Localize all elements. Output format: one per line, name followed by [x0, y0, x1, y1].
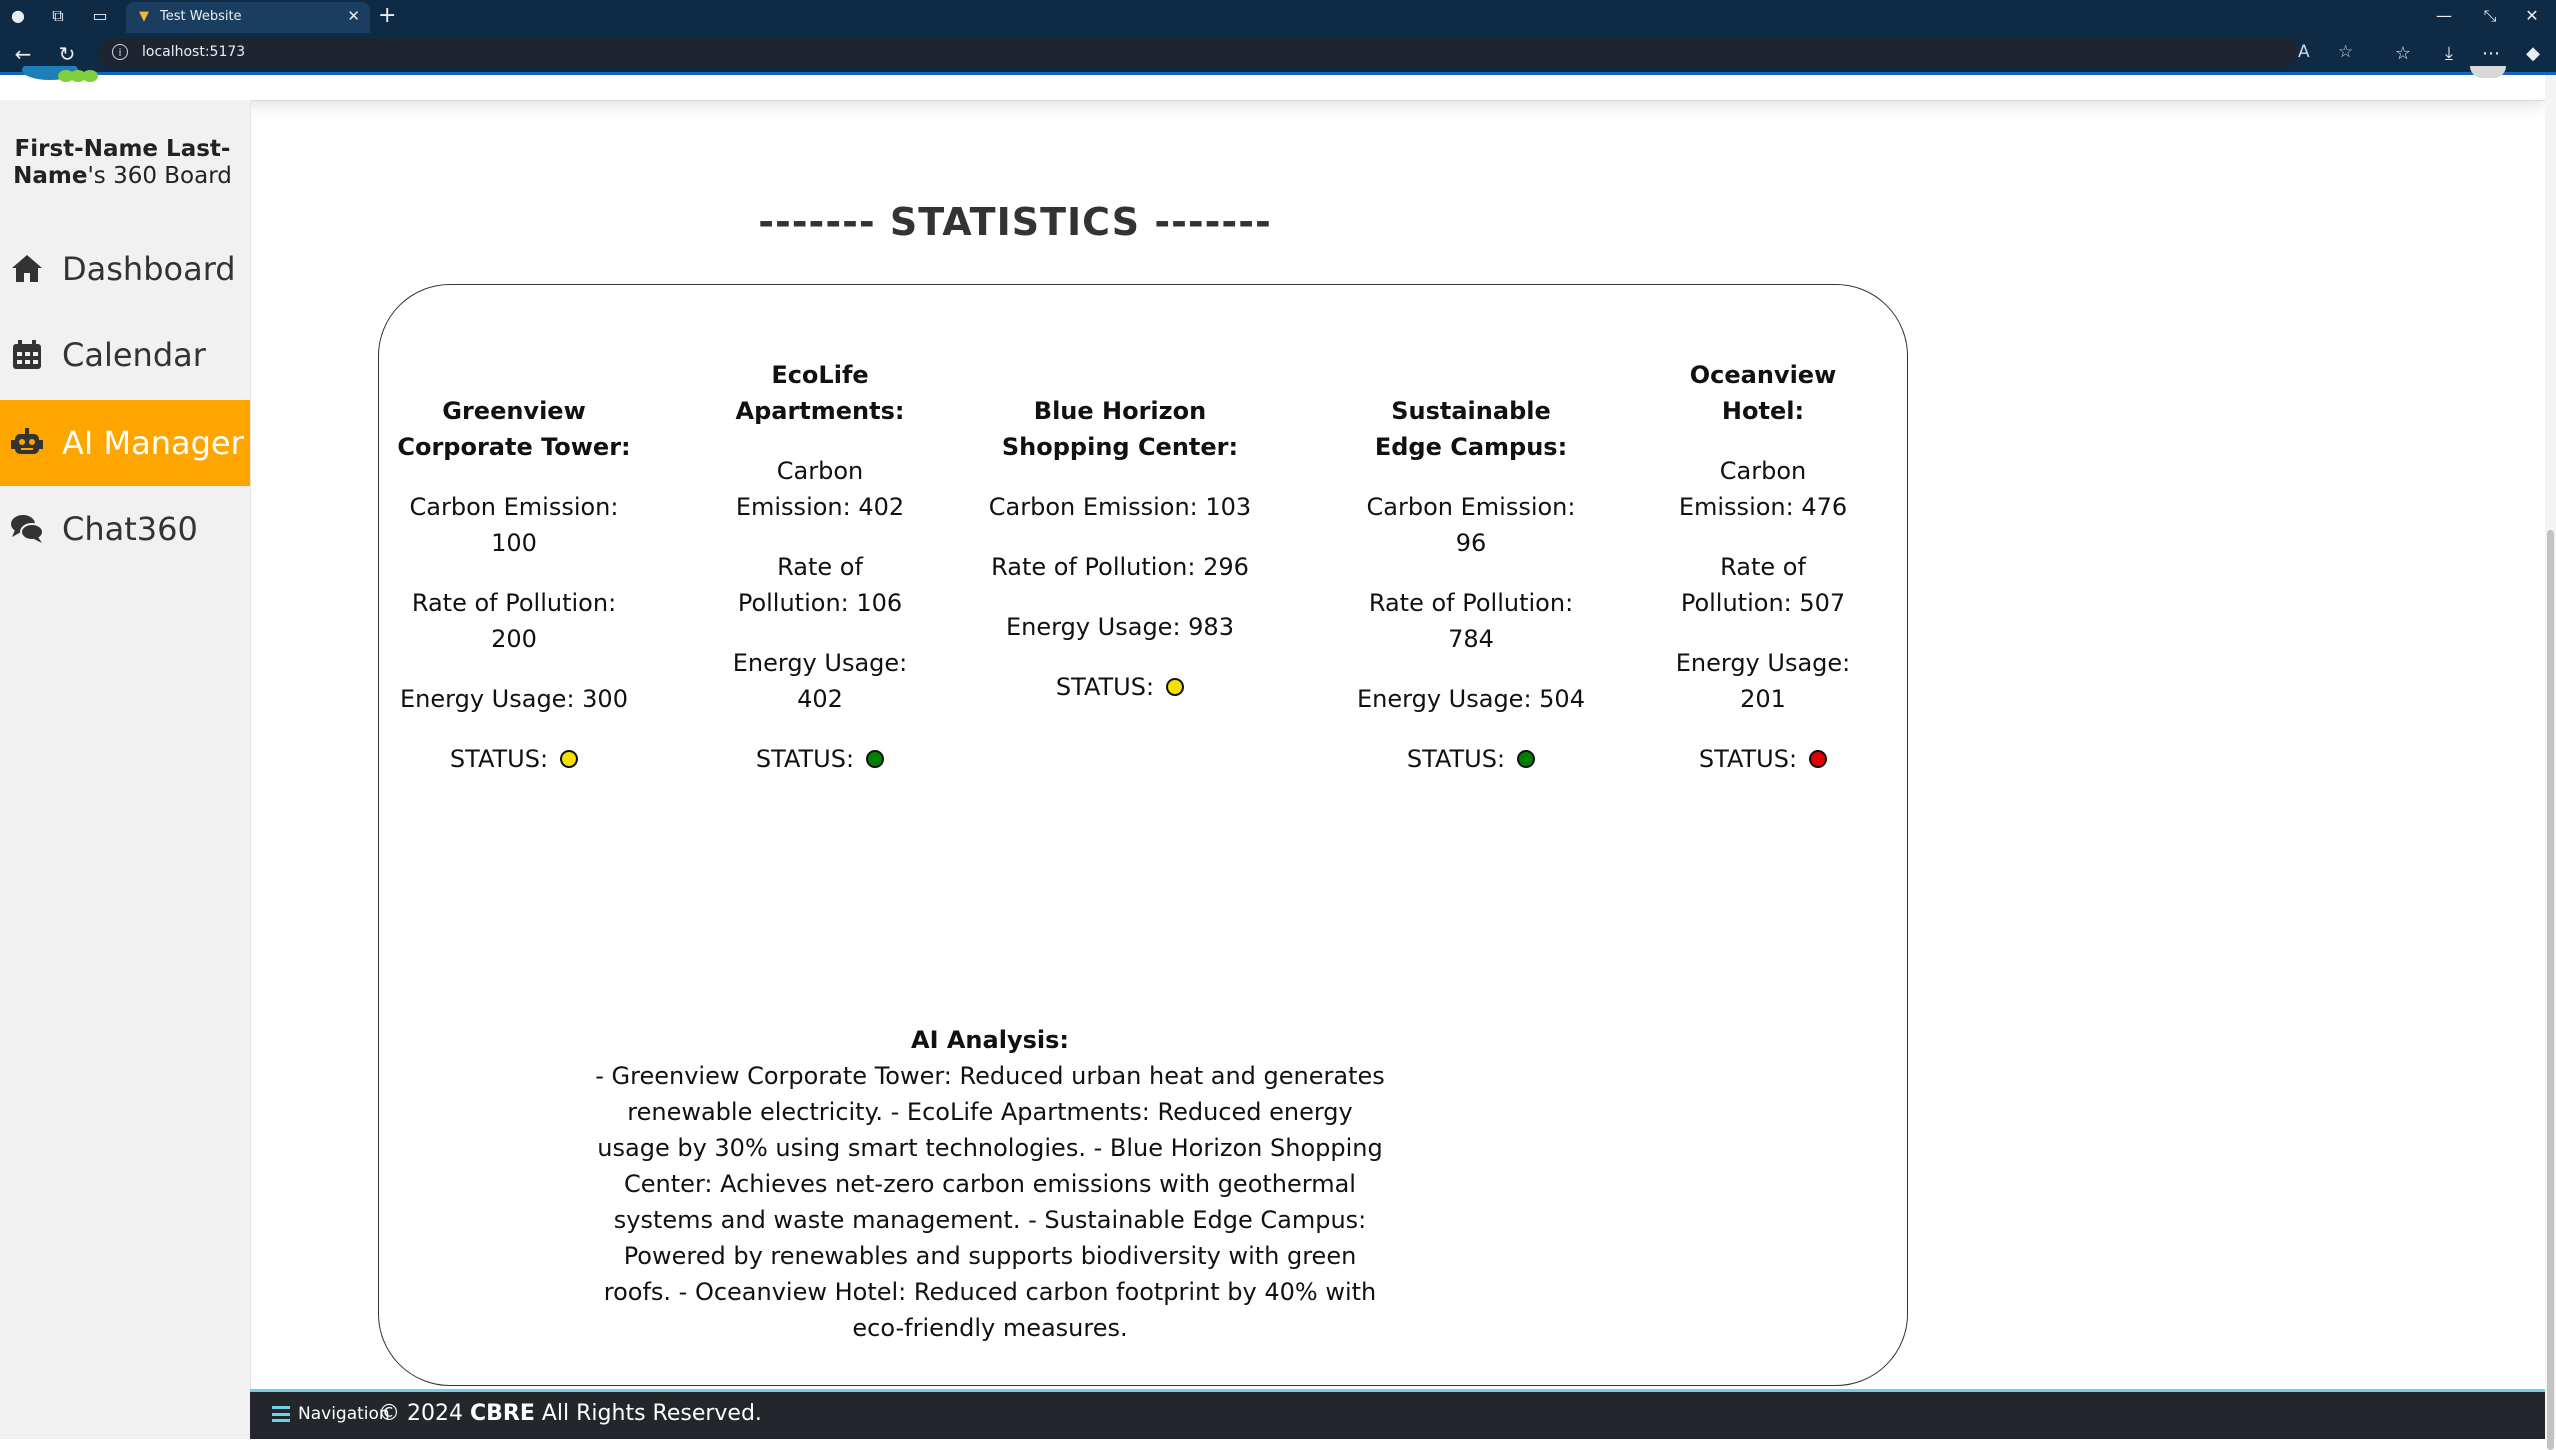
rate-of-pollution: Rate of Pollution: 784 — [1368, 589, 1574, 653]
building-name: Oceanview Hotel: — [1689, 361, 1837, 425]
logo-icon — [20, 66, 105, 86]
browser-tab-strip — [0, 0, 2556, 33]
ai-analysis-title: AI Analysis: — [911, 1026, 1069, 1054]
status-label: STATUS: — [1055, 673, 1155, 701]
status-indicator — [1407, 741, 1535, 777]
workspaces-icon[interactable]: ⧉ — [52, 6, 64, 25]
status-dot — [1166, 678, 1184, 696]
building-card-sustainable-edge — [1355, 393, 1587, 777]
sidebar-item-calendar[interactable] — [0, 312, 250, 398]
tab-close-icon[interactable]: ✕ — [347, 7, 360, 25]
energy-usage: Energy Usage: 402 — [732, 649, 908, 713]
read-aloud-icon[interactable]: A — [2298, 42, 2310, 62]
tab-actions-icon[interactable]: ▭ — [92, 6, 108, 25]
carbon-emission: Carbon Emission: 103 — [988, 493, 1252, 521]
energy-usage: Energy Usage: 983 — [1006, 613, 1234, 641]
ai-analysis-text: - Greenview Corporate Tower: Reduced urban heat and generates renewable electricity. - EcoLife Apartments: Reduced energy usage by 30% using smart technologies. - Blue Horizon Shopping Center: Achieves net-zero carbon emissions with geothermal systems and waste management. - Sustainable Edge Campus: Powered by renewables and supports biodiversity with green roofs. - Oceanview Hotel: Reduced carbon footprint by 40% with eco-friendly measures. — [595, 1062, 1385, 1342]
status-dot — [560, 750, 578, 768]
favorites-icon[interactable]: ☆ — [2394, 43, 2412, 64]
copyright-suffix: All Rights Reserved. — [534, 1401, 762, 1426]
browser-address-bar — [0, 33, 2556, 75]
building-card-blue-horizon — [975, 393, 1265, 705]
scrollbar-thumb[interactable] — [2547, 530, 2554, 1450]
status-indicator — [1699, 741, 1827, 777]
sidebar-item-label: AI Manager — [62, 424, 244, 462]
board-title — [0, 136, 245, 190]
url-text: localhost:5173 — [142, 44, 246, 60]
building-name: Blue Horizon Shopping Center: — [1001, 397, 1239, 461]
copilot-icon[interactable]: ◆ — [2526, 43, 2540, 64]
energy-usage: Energy Usage: 201 — [1675, 649, 1851, 713]
downloads-icon[interactable]: ⤓ — [2445, 43, 2453, 64]
app-logo[interactable] — [20, 66, 105, 88]
carbon-emission: Carbon Emission: 100 — [409, 493, 619, 557]
profile-icon[interactable]: ● — [11, 6, 25, 25]
favorite-star-icon[interactable]: ☆ — [2338, 42, 2354, 62]
chat-icon — [10, 512, 44, 546]
tab-title: Test Website — [160, 9, 242, 24]
minimize-icon[interactable]: — — [2436, 6, 2452, 25]
home-icon — [10, 252, 44, 286]
app-header — [0, 75, 2545, 101]
sidebar-item-label: Calendar — [62, 336, 206, 374]
page-title: ------- STATISTICS ------- — [758, 200, 1272, 244]
building-name: EcoLife Apartments: — [735, 361, 905, 425]
status-dot — [1809, 750, 1827, 768]
status-label: STATUS: — [449, 745, 549, 773]
page-scrollbar[interactable] — [2545, 75, 2556, 1439]
sidebar-item-label: Dashboard — [62, 250, 236, 288]
copyright-prefix: © 2024 — [378, 1401, 470, 1426]
status-indicator — [1056, 669, 1184, 705]
refresh-icon[interactable]: ↻ — [58, 42, 76, 66]
sidebar-item-chat360[interactable] — [0, 486, 250, 572]
building-name: Greenview Corporate Tower: — [397, 397, 631, 461]
carbon-emission: Carbon Emission: 476 — [1678, 457, 1848, 521]
energy-usage: Energy Usage: 504 — [1357, 685, 1585, 713]
more-menu-icon[interactable]: ⋯ — [2482, 43, 2500, 64]
browser-tab[interactable] — [126, 2, 370, 33]
status-indicator — [450, 741, 578, 777]
energy-usage: Energy Usage: 300 — [400, 685, 628, 713]
user-name: First-Name Last-Name — [13, 136, 231, 189]
sidebar-item-dashboard[interactable] — [0, 226, 250, 312]
rate-of-pollution: Rate of Pollution: 296 — [991, 553, 1249, 581]
close-window-icon[interactable]: ✕ — [2525, 6, 2539, 25]
status-label: STATUS: — [1406, 745, 1506, 773]
building-card-ecolife — [725, 357, 915, 777]
rate-of-pollution: Rate of Pollution: 200 — [411, 589, 617, 653]
sidebar-item-label: Chat360 — [62, 510, 198, 548]
robot-icon — [10, 426, 44, 460]
carbon-emission: Carbon Emission: 402 — [735, 457, 905, 521]
restore-icon[interactable]: ⤡ — [2483, 6, 2497, 25]
new-tab-icon[interactable]: + — [378, 3, 397, 28]
status-indicator — [756, 741, 884, 777]
site-info-icon[interactable]: i — [112, 44, 128, 60]
building-name: Sustainable Edge Campus: — [1374, 397, 1568, 461]
company-name: CBRE — [469, 1401, 535, 1426]
carbon-emission: Carbon Emission: 96 — [1366, 493, 1576, 557]
building-card-greenview — [388, 393, 640, 777]
footer-copyright — [378, 1401, 762, 1426]
ai-analysis — [595, 1022, 1385, 1346]
footer — [250, 1389, 2545, 1439]
status-label: STATUS: — [1698, 745, 1798, 773]
back-icon[interactable]: ← — [14, 42, 32, 66]
status-label: STATUS: — [755, 745, 855, 773]
menu-icon[interactable] — [272, 1406, 290, 1422]
status-dot — [866, 750, 884, 768]
board-suffix: 's 360 Board — [87, 163, 232, 189]
sidebar — [0, 100, 251, 1439]
sidebar-item-ai-manager[interactable] — [0, 400, 250, 486]
favicon-icon: ▼ — [139, 9, 149, 24]
rate-of-pollution: Rate of Pollution: 106 — [737, 553, 903, 617]
building-card-oceanview — [1668, 357, 1858, 777]
footer-navigation-link[interactable]: Navigation — [298, 1404, 390, 1424]
url-field[interactable] — [98, 38, 2354, 68]
calendar-icon — [10, 338, 44, 372]
status-dot — [1517, 750, 1535, 768]
rate-of-pollution: Rate of Pollution: 507 — [1680, 553, 1846, 617]
